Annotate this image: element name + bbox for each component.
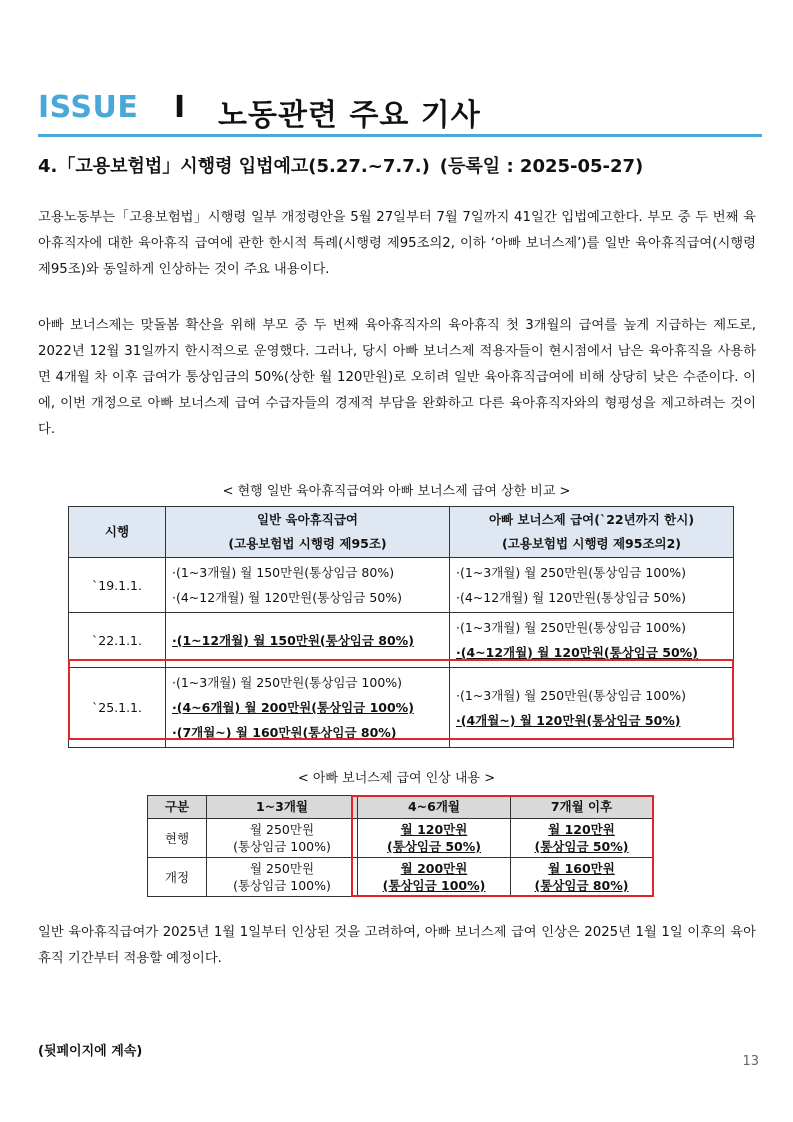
row-bonus: ·(1~3개월) 월 250만원(통상임금 100%) ·(4~12개월) 월 120만원(통상임금 50%) — [450, 613, 734, 668]
paragraph-background: 아빠 보너스제는 맞돌봄 확산을 위해 부모 중 두 번째 육아휴직자의 육아휴직 첫 3개월의 급여를 높게 지급하는 제도로, 2022년 12월 31일까지 한시적으로 운영했다. 그러나, 당시 아빠 보너스제 적용자들이 현시점에서 남은 육아휴직을 사용하면 4개월 차 이후 급여가 통상임금의 50%(상한 월 120만원)로 오히려 일반 육아휴직급여에 비해 상당히 낮은 수준이다. 이에, 이번 개정으로 아빠 보너스제 급여 수급자들의 경제적 부담을 완화하고 다른 육아휴직자와의 형평성을 제고하려는 것이다. — [38, 318, 756, 437]
cell: 월 250만원 (통상임금 100%) — [207, 819, 358, 858]
cell: 월 250만원 (통상임금 100%) — [207, 858, 358, 897]
paragraph-application: 일반 육아휴직급여가 2025년 1월 1일부터 인상된 것을 고려하여, 아빠 보너스제 급여 인상은 2025년 1월 1일 이후의 육아휴직 기간부터 적용할 예정이다. — [38, 925, 756, 966]
header-rule — [38, 134, 762, 137]
article-heading: 4.「고용보험법」시행령 입법예고(5.27.~7.7.) — [38, 156, 430, 177]
row-bonus: ·(1~3개월) 월 250만원(통상임금 100%) ·(4~12개월) 월 120만원(통상임금 50%) — [450, 558, 734, 613]
row-bonus: ·(1~3개월) 월 250만원(통상임금 100%) ·(4개월~) 월 120만원(통상임금 50%) — [450, 668, 734, 748]
comparison-table — [68, 506, 734, 748]
table1-header-year: 시행 — [69, 507, 166, 558]
table1-header-general: 일반 육아휴직급여 (고용보험법 시행령 제95조) — [166, 507, 450, 558]
table2-header-category: 구분 — [148, 796, 207, 819]
table-row — [148, 858, 653, 897]
cell: 월 120만원 (통상임금 50%) — [511, 819, 653, 858]
row-general: ·(1~3개월) 월 150만원(통상임금 80%) ·(4~12개월) 월 120만원(통상임금 50%) — [166, 558, 450, 613]
continued-note: (뒷페이지에 계속) — [38, 1044, 143, 1059]
row-year: `19.1.1. — [69, 558, 166, 613]
row-label: 현행 — [148, 819, 207, 858]
table2-caption: < 아빠 보너스제 급여 인상 내용 > — [297, 771, 496, 786]
table-row — [69, 558, 734, 613]
table2-header-months-1-3: 1~3개월 — [207, 796, 358, 819]
cell: 월 120만원 (통상임금 50%) — [358, 819, 511, 858]
table1-caption: < 현행 일반 육아휴직급여와 아빠 보너스제 급여 상한 비교 > — [222, 484, 571, 499]
row-year: `22.1.1. — [69, 613, 166, 668]
table-row — [69, 613, 734, 668]
section-title: 노동관련 주요 기사 — [218, 98, 481, 133]
article-title — [38, 152, 643, 178]
row-general: ·(1~12개월) 월 150만원(통상임금 80%) — [166, 613, 450, 668]
row-label: 개정 — [148, 858, 207, 897]
issue-label: ISSUE — [38, 90, 139, 125]
table-row — [69, 668, 734, 748]
table-row — [148, 819, 653, 858]
row-year: `25.1.1. — [69, 668, 166, 748]
cell: 월 200만원 (통상임금 100%) — [358, 858, 511, 897]
registration-date: (등록일 : 2025-05-27) — [439, 156, 644, 177]
page-header — [38, 86, 762, 138]
page-number: 13 — [742, 1054, 759, 1069]
cell: 월 160만원 (통상임금 80%) — [511, 858, 653, 897]
increase-table — [147, 795, 653, 897]
row-general: ·(1~3개월) 월 250만원(통상임금 100%) ·(4~6개월) 월 200만원(통상임금 100%) ·(7개월~) 월 160만원(통상임금 80%) — [166, 668, 450, 748]
header-separator: I — [174, 90, 186, 125]
table1-header-bonus: 아빠 보너스제 급여(`22년까지 한시) (고용보험법 시행령 제95조의2) — [450, 507, 734, 558]
table2-header-months-4-6: 4~6개월 — [358, 796, 511, 819]
table2-header-months-7: 7개월 이후 — [511, 796, 653, 819]
paragraph-intro: 고용노동부는「고용보험법」시행령 일부 개정령안을 5월 27일부터 7월 7일까지 41일간 입법예고한다. 부모 중 두 번째 육아휴직자에 대한 육아휴직 급여에 관한 한시적 특례(시행령 제95조의2, 이하 ‘아빠 보너스제’)를 일반 육아휴직급여(시행령 제95조)와 동일하게 인상하는 것이 주요 내용이다. — [38, 210, 756, 277]
